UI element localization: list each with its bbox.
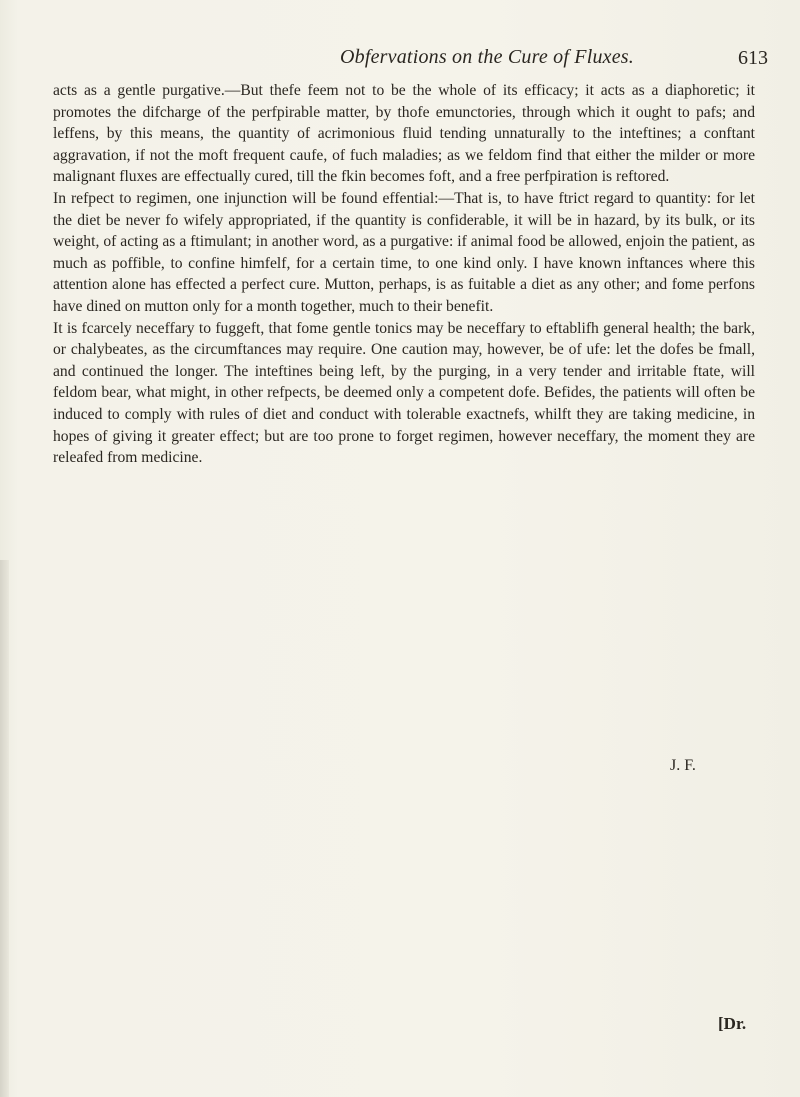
running-title: Obfervations on the Cure of Fluxes. — [340, 46, 634, 68]
catchword: [Dr. — [718, 1014, 747, 1033]
page-number: 613 — [738, 47, 768, 69]
paragraph: It is fcarcely neceffary to fuggeft, that fome gentle tonics may be neceffary to eftablifh general health; the bark, or chalybeates, as the circumftances may require. One caution may, however, be of ufe: let the dofes be fmall, and continued the longer. The inteftines being left, by the purging, in a very tender and irritable ftate, will feldom bear, what might, in other refpects, be deemed only a competent dofe. Befides, the patients will often be induced to comply with rules of diet and conduct with tolerable exactnefs, whilft they are taking medicine, in hopes of giving it greater effect; but are too prone to forget regimen, however neceffary, the moment they are releafed from medicine. — [53, 319, 755, 467]
page-header — [0, 46, 800, 76]
paragraph: acts as a gentle purgative.—But thefe feem not to be the whole of its efficacy; it acts as a diaphoretic; it promotes the difcharge of the perfpirable matter, by thofe emunctories, through which it ought to pafs; and leffens, by this means, the quantity of acrimonious fluid tending unnaturally to the inteftines; a conftant aggravation, if not the moft frequent caufe, of fuch maladies; as we feldom find that either the milder or more malignant fluxes are effectually cured, till the fkin becomes foft, and a free perfpiration is reftored. — [53, 82, 755, 186]
body-text — [53, 80, 755, 469]
gutter-shadow — [0, 560, 9, 1097]
paragraph: In refpect to regimen, one injunction will be found effential:—That is, to have ftrict regard to quantity: for let the diet be never fo wifely appropriated, if the quantity is confiderable, it will be in hazard, by its bulk, or its weight, of acting as a ftimulant; in another word, as a purgative: if animal food be allowed, enjoin the patient, as much as poffible, to confine himfelf, for a certain time, to one kind only. I have known inftances where this attention alone has effected a perfect cure. Mutton, perhaps, is as fuitable a diet as any other; and fome perfons have dined on mutton only for a month together, much to their benefit. — [53, 189, 755, 315]
signature: J. F. — [670, 757, 696, 774]
